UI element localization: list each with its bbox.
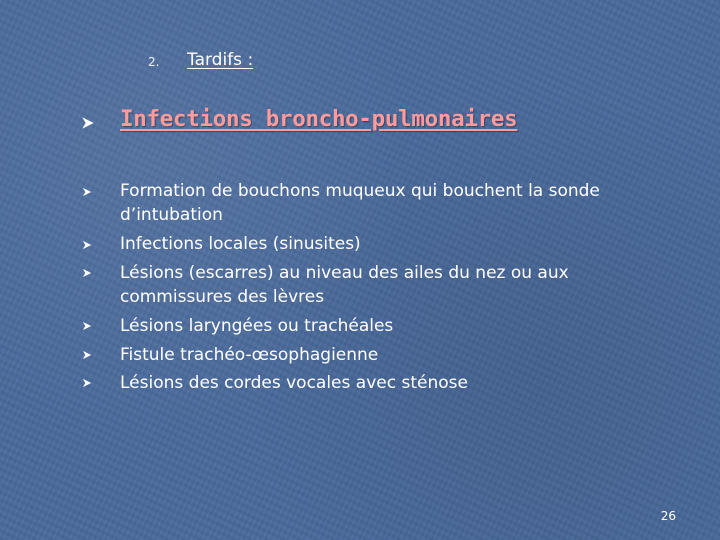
list-item: [120, 261, 569, 309]
list-item-line: commissures des lèvres: [120, 287, 325, 307]
list-item-line: Fistule trachéo-œsophagienne: [120, 345, 379, 365]
list-item: [120, 314, 393, 338]
list-item-line: Lésions laryngées ou trachéales: [120, 316, 394, 336]
list-item-line: Lésions des cordes vocales avec sténose: [120, 373, 468, 393]
list-item-line: d’intubation: [120, 205, 223, 225]
section-title: Tardifs :: [187, 50, 254, 70]
slide-heading: Infections broncho-pulmonaires: [120, 106, 518, 132]
bullet-icon: [82, 240, 94, 252]
list-item-line: Infections locales (sinusites): [120, 234, 361, 254]
list-item-line: Formation de bouchons muqueux qui bouchent la sonde: [120, 181, 600, 201]
bullet-icon: [82, 268, 94, 280]
list-item: [120, 179, 600, 227]
bullet-icon: [82, 321, 94, 333]
bullet-icon: [82, 378, 94, 390]
list-item: [120, 371, 468, 395]
list-item: [120, 343, 378, 367]
section-number: 2.: [148, 55, 160, 69]
list-item-line: Lésions (escarres) au niveau des ailes du nez ou aux: [120, 263, 569, 283]
bullet-icon: [82, 350, 94, 362]
heading-bullet-icon: [82, 117, 94, 129]
page-number: 26: [660, 509, 676, 523]
bullet-icon: [82, 187, 94, 199]
list-item: [120, 232, 361, 256]
